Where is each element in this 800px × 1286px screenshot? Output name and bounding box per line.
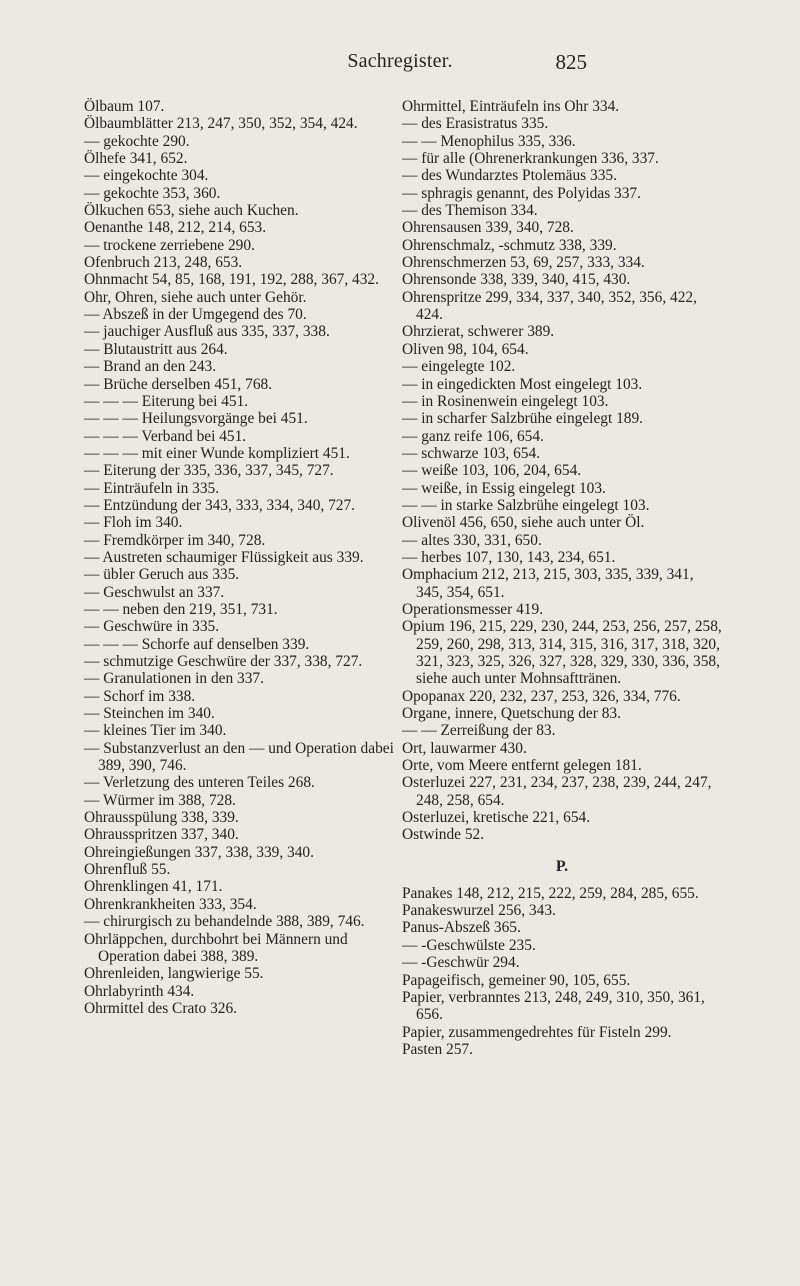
index-entry: — Austreten schaumiger Flüssigkeit aus 339. <box>84 548 364 566</box>
index-entry: — des Wundarztes Ptolemäus 335. <box>402 167 617 185</box>
index-entry: Ohrenleiden, langwierige 55. <box>84 965 264 983</box>
index-entry: Ohrausspritzen 337, 340. <box>84 826 239 844</box>
index-entry: — — Zerreißung der 83. <box>402 722 556 740</box>
index-entry: — — — Eiterung bei 451. <box>84 392 249 410</box>
index-entry: — Würmer im 388, 728. <box>84 791 236 809</box>
index-entry: — -Geschwür 294. <box>402 954 520 972</box>
index-entry: — Brand an den 243. <box>84 358 217 376</box>
page-number: 825 <box>555 50 587 74</box>
index-entry: Ostwinde 52. <box>402 826 485 844</box>
index-column-right <box>402 98 722 1058</box>
index-entry: Papier, verbranntes 213, 248, 249, 310, 350, 361, 656. <box>402 988 705 1024</box>
index-entry: Ohrenklingen 41, 171. <box>84 878 223 896</box>
index-entry: — — — Verband bei 451. <box>84 427 247 445</box>
index-entry: — eingekochte 304. <box>84 167 209 185</box>
index-entry: — schmutzige Geschwüre der 337, 338, 727. <box>84 653 363 670</box>
index-entry: — Entzündung der 343, 333, 334, 340, 727. <box>84 496 356 514</box>
index-entry: Ohrlabyrinth 434. <box>84 982 195 1000</box>
index-entry: — des Erasistratus 335. <box>402 115 549 133</box>
index-entry: — -Geschwülste 235. <box>402 936 536 954</box>
index-entry: Opopanax 220, 232, 237, 253, 326, 334, 776. <box>402 687 681 705</box>
page-title: Sachregister. <box>347 50 453 72</box>
index-entry: — in Rosinenwein eingelegt 103. <box>402 392 609 410</box>
index-entry: Ofenbruch 213, 248, 653. <box>84 254 243 272</box>
index-entry: — kleines Tier im 340. <box>84 722 227 740</box>
index-entry: — Steinchen im 340. <box>84 705 215 723</box>
index-entry: — chirurgisch zu behandelnde 388, 389, 746. <box>84 913 365 931</box>
index-entry: — trockene zerriebene 290. <box>84 236 255 254</box>
index-entry: — Abszeß in der Umgegend des 70. <box>84 306 307 324</box>
index-entry: — Fremdkörper im 340, 728. <box>84 531 266 549</box>
index-entry: — des Themison 334. <box>402 202 538 220</box>
index-entry: Ohrenschmerzen 53, 69, 257, 333, 334. <box>402 254 645 272</box>
index-entry: Ölkuchen 653, siehe auch Kuchen. <box>84 202 299 220</box>
index-entry: — Granulationen in den 337. <box>84 670 264 688</box>
index-entry: — Einträufeln in 335. <box>84 479 220 497</box>
index-entry: Orte, vom Meere entfernt gelegen 181. <box>402 757 642 775</box>
index-entry: — in scharfer Salzbrühe eingelegt 189. <box>402 410 644 428</box>
index-entry: — sphragis genannt, des Polyidas 337. <box>402 184 641 202</box>
index-entry: — weiße, in Essig eingelegt 103. <box>402 479 606 497</box>
index-entry: — Brüche derselben 451, 768. <box>84 375 273 393</box>
index-entry: — Substanzverlust an den — und Operation dabei 389, 390, 746. <box>84 739 394 775</box>
index-entry: Ölbaum 107. <box>84 98 165 115</box>
index-entry: Ohrzierat, schwerer 389. <box>402 323 555 341</box>
index-entry: Osterluzei, kretische 221, 654. <box>402 809 591 827</box>
index-entry: Opium 196, 215, 229, 230, 244, 253, 256, 257, 258, 259, 260, 298, 313, 314, 315, 316, 317, 318, 320, 321, 323, 325, 326, 327, 328, 329, 330, 336, 358, siehe auch unter Mohnsafttränen. <box>402 618 722 688</box>
index-entry: — Verletzung des unteren Teiles 268. <box>84 774 315 792</box>
index-entry: — Geschwüre in 335. <box>84 618 220 636</box>
index-entry: — — neben den 219, 351, 731. <box>84 600 278 618</box>
index-entry: Panakeswurzel 256, 343. <box>402 902 556 920</box>
index-entry: Osterluzei 227, 231, 234, 237, 238, 239, 244, 247, 248, 258, 654. <box>402 774 712 809</box>
index-entry: — — — mit einer Wunde kompliziert 451. <box>84 444 350 462</box>
index-entry: Olivenöl 456, 650, siehe auch unter Öl. <box>402 514 645 532</box>
index-entry: Ort, lauwarmer 430. <box>402 739 527 757</box>
index-section-o <box>402 98 722 844</box>
index-entry: Ohrausspülung 338, 339. <box>84 809 239 827</box>
index-entry: — Geschwulst an 337. <box>84 583 225 601</box>
index-entry: Organe, innere, Quetschung der 83. <box>402 705 621 723</box>
section-letter-p: P. <box>555 857 569 875</box>
index-entry: — eingelegte 102. <box>402 358 516 376</box>
index-entry: Ohnmacht 54, 85, 168, 191, 192, 288, 367, 432. <box>84 271 379 289</box>
index-entry: Ohrmittel, Einträufeln ins Ohr 334. <box>402 98 620 115</box>
index-entry: — schwarze 103, 654. <box>402 444 541 462</box>
index-entry: — altes 330, 331, 650. <box>402 531 542 549</box>
index-entry: — — in starke Salzbrühe eingelegt 103. <box>402 496 650 514</box>
index-section-p <box>402 885 722 1058</box>
index-entry: — Blutaustritt aus 264. <box>84 340 228 358</box>
index-entry: Panus-Abszeß 365. <box>402 919 521 937</box>
index-entry: — — Menophilus 335, 336. <box>402 132 576 150</box>
index-entry: Ohreingießungen 337, 338, 339, 340. <box>84 843 314 861</box>
index-entry: Ohrensonde 338, 339, 340, 415, 430. <box>402 271 631 289</box>
index-entry: Ohrensausen 339, 340, 728. <box>402 219 574 237</box>
index-entry: Oliven 98, 104, 654. <box>402 340 529 358</box>
index-entry: — jauchiger Ausfluß aus 335, 337, 338. <box>84 323 330 341</box>
index-entry: — gekochte 353, 360. <box>84 184 221 202</box>
index-entry: — Eiterung der 335, 336, 337, 345, 727. <box>84 462 334 480</box>
index-entry: — gekochte 290. <box>84 132 190 150</box>
index-entry: — — — Heilungsvorgänge bei 451. <box>84 410 308 428</box>
index-entry: Ohrmittel des Crato 326. <box>84 999 238 1017</box>
index-entry: Ohrläppchen, durchbohrt bei Männern und Operation dabei 388, 389. <box>84 930 348 965</box>
index-column-left <box>84 98 398 1017</box>
index-entry: Operationsmesser 419. <box>402 600 544 618</box>
index-entry: Papier, zusammengedrehtes für Fisteln 299. <box>402 1023 672 1041</box>
index-entry: — übler Geruch aus 335. <box>84 566 240 584</box>
index-entry: Ohrenkrankheiten 333, 354. <box>84 895 257 913</box>
index-entry: — herbes 107, 130, 143, 234, 651. <box>402 548 616 566</box>
index-entry: Ohrenspritze 299, 334, 337, 340, 352, 356, 422, 424. <box>402 288 697 324</box>
index-entry: Ohrenschmalz, -schmutz 338, 339. <box>402 236 617 254</box>
index-entry: Ohr, Ohren, siehe auch unter Gehör. <box>84 288 307 306</box>
index-entry: Papageifisch, gemeiner 90, 105, 655. <box>402 971 631 989</box>
index-entry: Ölhefe 341, 652. <box>84 150 188 168</box>
index-entry: — in eingedickten Most eingelegt 103. <box>402 375 643 393</box>
index-entry: Omphacium 212, 213, 215, 303, 335, 339, 341, 345, 354, 651. <box>402 566 694 601</box>
index-entry: — Schorf im 338. <box>84 687 196 705</box>
page-header <box>0 50 800 80</box>
index-entry: Oenanthe 148, 212, 214, 653. <box>84 219 267 237</box>
index-entry: — weiße 103, 106, 204, 654. <box>402 462 582 480</box>
index-entry: — — — Schorfe auf denselben 339. <box>84 635 310 653</box>
index-entry: — ganz reife 106, 654. <box>402 427 544 445</box>
index-entry: Panakes 148, 212, 215, 222, 259, 284, 285, 655. <box>402 884 699 902</box>
index-entry: Pasten 257. <box>402 1040 473 1058</box>
index-entry: Ohrenfluß 55. <box>84 861 171 879</box>
index-entry: — Floh im 340. <box>84 514 183 532</box>
index-entry: Ölbaumblätter 213, 247, 350, 352, 354, 424. <box>84 115 358 133</box>
index-entry: — für alle (Ohrenerkrankungen 336, 337. <box>402 150 659 168</box>
